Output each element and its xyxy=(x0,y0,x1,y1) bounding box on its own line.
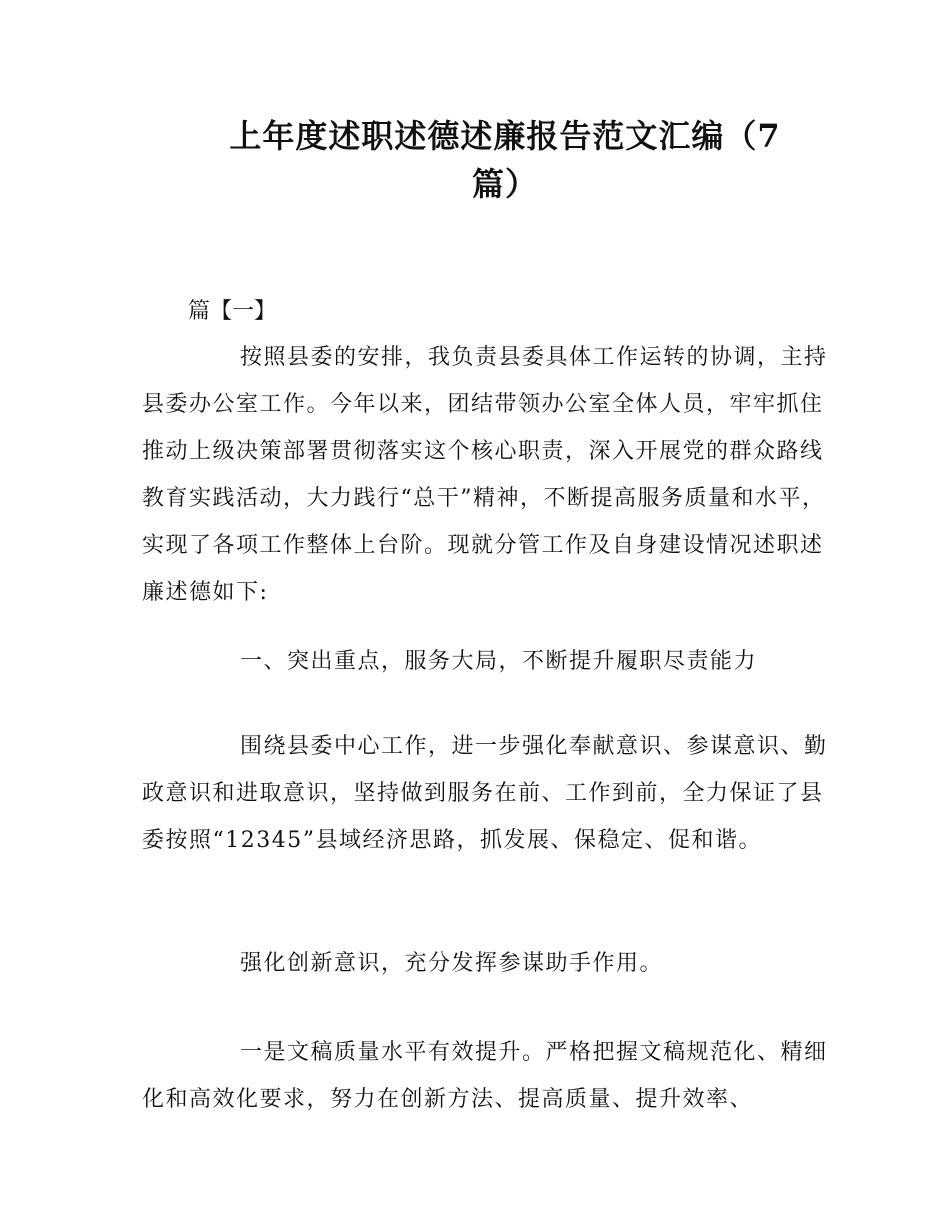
paragraph-intro: 按照县委的安排，我负责县委具体工作运转的协调，主持县委办公室工作。今年以来，团结带领办公室全体人员，牢牢抓住推动上级决策部署贯彻落实这个核心职责，深入开展党的群众路线教育实践活动，大力践行“总干”精神，不断提高服务质量和水平，实现了各项工作整体上台阶。现就分管工作及自身建设情况述职述廉述德如下: xyxy=(142,345,828,605)
paragraph-heading-1: 一、突出重点，服务大局，不断提升履职尽责能力 xyxy=(240,649,758,674)
title-line-1: 上年度述职述德述廉报告范文汇编（7 xyxy=(229,117,781,155)
paragraph-body-2: 一是文稿质量水平有效提升。严格把握文稿规范化、精细化和高效化要求，努力在创新方法、提高质量、提升效率、 xyxy=(142,1040,828,1112)
document-title xyxy=(210,112,800,208)
section-label: 篇【一】 xyxy=(188,299,277,324)
paragraph-body-1: 围绕县委中心工作，进一步强化奉献意识、参谋意识、勤政意识和进取意识，坚持做到服务在前、工作到前，全力保证了县委按照“12345”县域经济思路，抓发展、保稳定、促和谐。 xyxy=(142,734,828,853)
paragraph-subheading: 强化创新意识，充分发挥参谋助手作用。 xyxy=(240,951,664,976)
title-line-2: 篇） xyxy=(471,165,538,203)
